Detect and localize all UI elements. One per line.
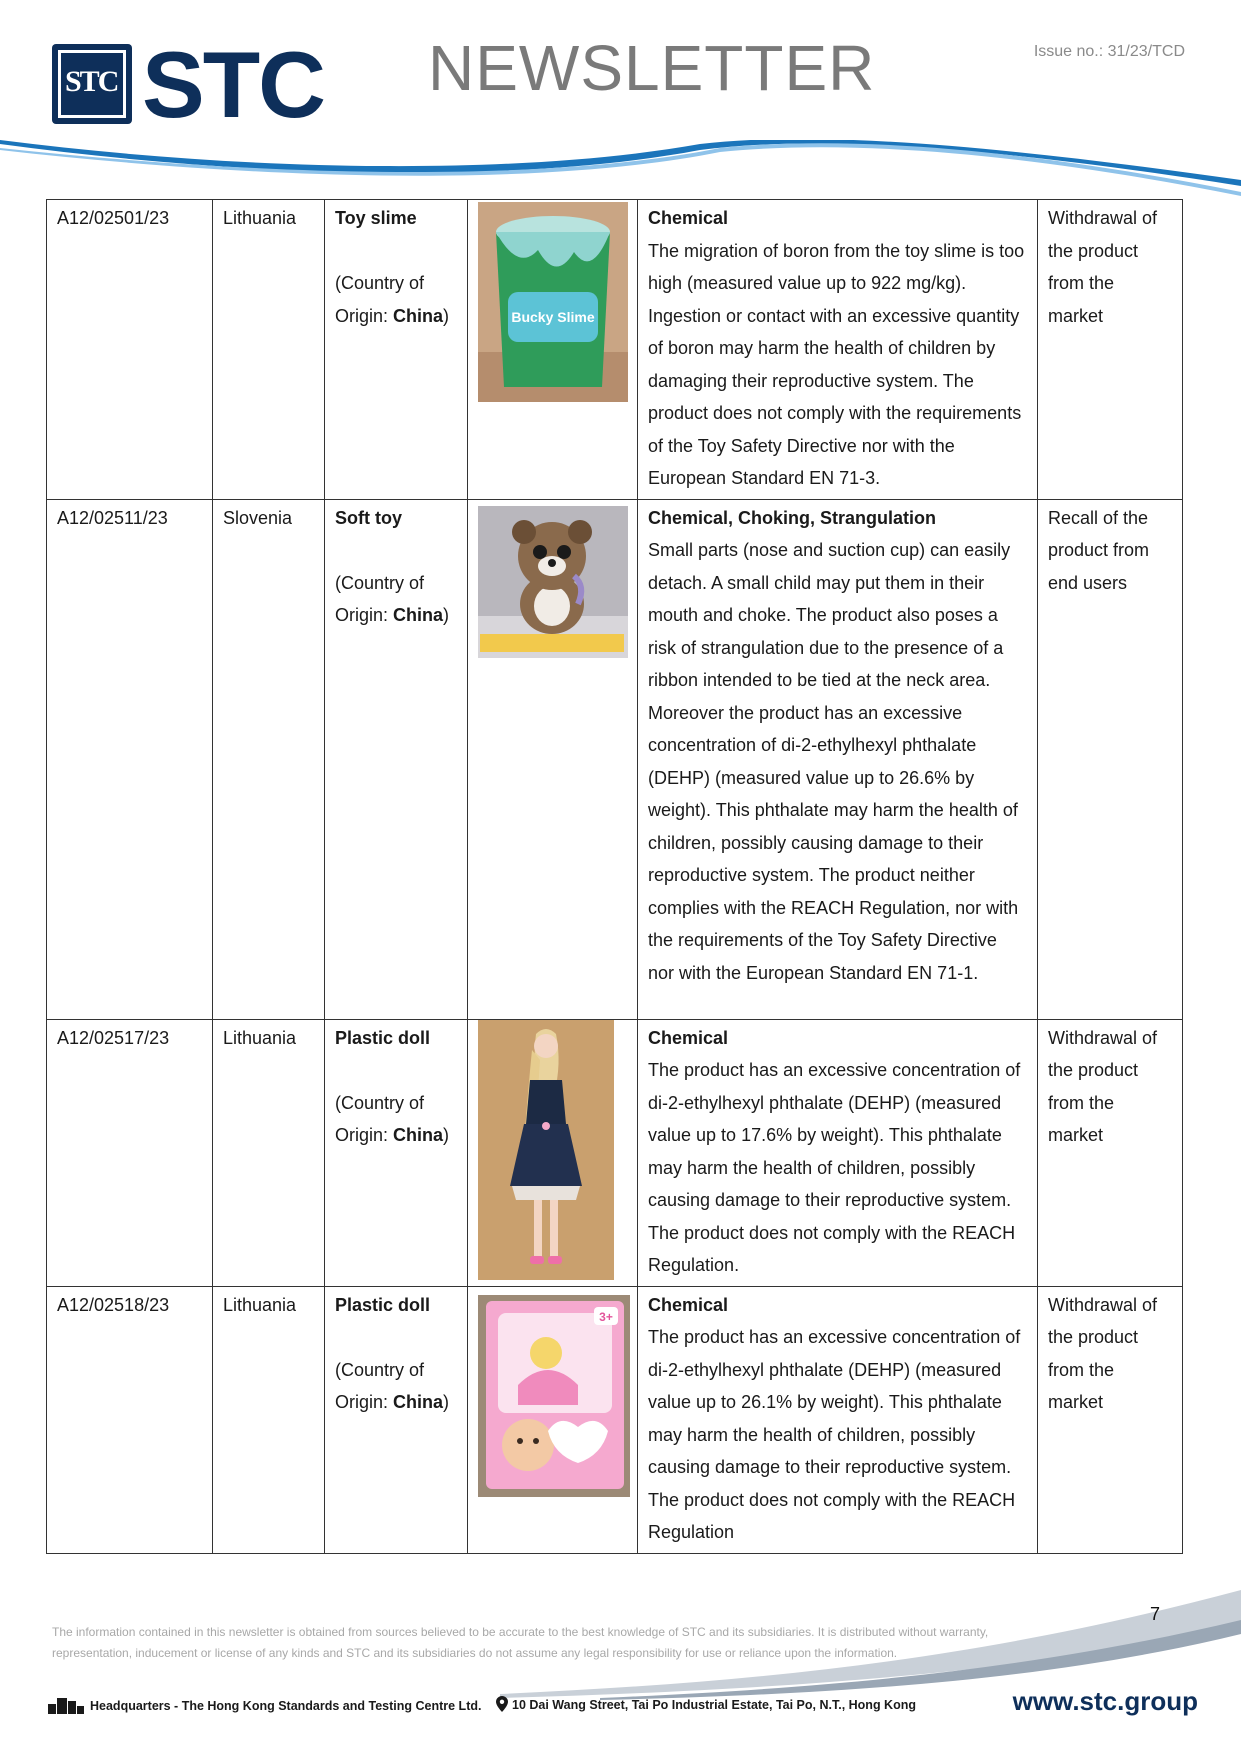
reference-cell: A12/02501/23 <box>47 200 213 500</box>
photo-cell <box>468 499 638 1019</box>
header-swoosh <box>0 140 1241 200</box>
reference-cell: A12/02518/23 <box>47 1286 213 1553</box>
country-of-origin: (Country of Origin: China) <box>335 1092 450 1145</box>
table-row <box>47 499 1183 1019</box>
description-cell <box>638 200 1038 500</box>
stc-logo <box>52 32 352 137</box>
country-cell: Slovenia <box>213 499 325 1019</box>
footer-bar <box>48 1686 1198 1722</box>
address-text: 10 Dai Wang Street, Tai Po Industrial Estate, Tai Po, N.T., Hong Kong <box>512 1698 916 1712</box>
headquarters-text: Headquarters - The Hong Kong Standards and Testing Centre Ltd. <box>90 1699 482 1713</box>
address-line <box>496 1696 916 1712</box>
risk-type: Chemical <box>648 1027 729 1048</box>
product-name: Soft toy <box>335 507 402 528</box>
risk-description: The product has an excessive concentration of di-2-ethylhexyl phthalate (DEHP) (measured value up to 17.6% by weight). This phthalate may harm the health of children, possibly causing damage to their reproductive system. The product does not comply with the REACH Regulation. <box>648 1060 1021 1275</box>
measures-cell: Withdrawal of the product from the market <box>1038 1019 1183 1286</box>
description-cell <box>638 1286 1038 1553</box>
country-of-origin: (Country of Origin: China) <box>335 1359 450 1412</box>
website-link[interactable]: www.stc.group <box>1012 1686 1198 1716</box>
location-pin-icon <box>496 1696 508 1712</box>
measures-cell: Withdrawal of the product from the market <box>1038 1286 1183 1553</box>
country-of-origin: (Country of Origin: China) <box>335 572 450 625</box>
country-cell: Lithuania <box>213 200 325 500</box>
product-name: Plastic doll <box>335 1027 431 1048</box>
soft-toy-photo <box>478 506 628 658</box>
product-name: Plastic doll <box>335 1294 431 1315</box>
rapex-table <box>46 199 1183 1554</box>
age-label-text: 3+ <box>599 1309 613 1324</box>
reference-cell: A12/02517/23 <box>47 1019 213 1286</box>
description-cell <box>638 1019 1038 1286</box>
photo-cell <box>468 1019 638 1286</box>
headquarters-line <box>48 1696 481 1714</box>
photo-cell <box>468 1286 638 1553</box>
logo-mark-letters: STC <box>65 65 118 98</box>
logo-wordmark: STC <box>142 32 324 137</box>
measures-cell: Withdrawal of the product from the market <box>1038 200 1183 500</box>
risk-type: Chemical <box>648 1294 729 1315</box>
country-cell: Lithuania <box>213 1286 325 1553</box>
slime-label-text: Bucky Slime <box>511 309 595 325</box>
toy-slime-photo <box>478 202 628 402</box>
country-cell: Lithuania <box>213 1019 325 1286</box>
product-cell <box>325 499 468 1019</box>
country-of-origin: (Country of Origin: China) <box>335 273 450 326</box>
risk-type: Chemical, Choking, Strangulation <box>648 507 937 528</box>
table-row <box>47 200 1183 500</box>
product-cell <box>325 1019 468 1286</box>
reference-cell: A12/02511/23 <box>47 499 213 1019</box>
product-cell <box>325 1286 468 1553</box>
risk-type: Chemical <box>648 208 729 228</box>
stc-logo-mark <box>52 44 132 124</box>
building-icon <box>48 1696 84 1714</box>
photo-cell <box>468 200 638 500</box>
baby-doll-box-photo <box>478 1295 630 1497</box>
fashion-doll-photo <box>478 1020 614 1280</box>
risk-description: Small parts (nose and suction cup) can easily detach. A small child may put them in their mouth and choke. The product also poses a risk of strangulation due to the presence of a ribbon intended to be tied at the neck area. Moreover the product has an excessive concentration of di-2-ethylhexyl phthalate (DEHP) (measured value up to 26.6% by weight). This phthalate may harm the health of children, possibly causing damage to their reproductive system. The product neither complies with the REACH Regulation, nor with the requirements of the Toy Safety Directive nor with the European Standard EN 71-1. <box>648 540 1019 983</box>
issue-number: Issue no.: 31/23/TCD <box>1033 43 1185 60</box>
newsletter-title: NEWSLETTER <box>428 32 876 104</box>
table-row <box>47 1019 1183 1286</box>
product-name: Toy slime <box>335 208 417 228</box>
description-cell <box>638 499 1038 1019</box>
risk-description: The migration of boron from the toy slime is too high (measured value up to 922 mg/kg). Ingestion or contact with an excessive quantity of boron may harm the health of children by damaging their reproductive system. The product does not comply with the requirements of the Toy Safety Directive nor with the European Standard EN 71-3. <box>648 240 1025 488</box>
disclaimer-text: The information contained in this newsletter is obtained from sources believed to be accurate to the best knowledge of STC and its subsidiaries. It is distributed without warranty, representation, inducement or license of any kinds and STC and its subsidiaries do not assume any legal responsibility for use or reliance upon the information. <box>52 1625 989 1660</box>
product-cell <box>325 200 468 500</box>
measures-cell: Recall of the product from end users <box>1038 499 1183 1019</box>
risk-description: The product has an excessive concentration of di-2-ethylhexyl phthalate (DEHP) (measured value up to 26.1% by weight). This phthalate may harm the health of children, possibly causing damage to their reproductive system. The product does not comply with the REACH Regulation <box>648 1327 1021 1542</box>
page-number: 7 <box>1150 1604 1161 1624</box>
table-row <box>47 1286 1183 1553</box>
